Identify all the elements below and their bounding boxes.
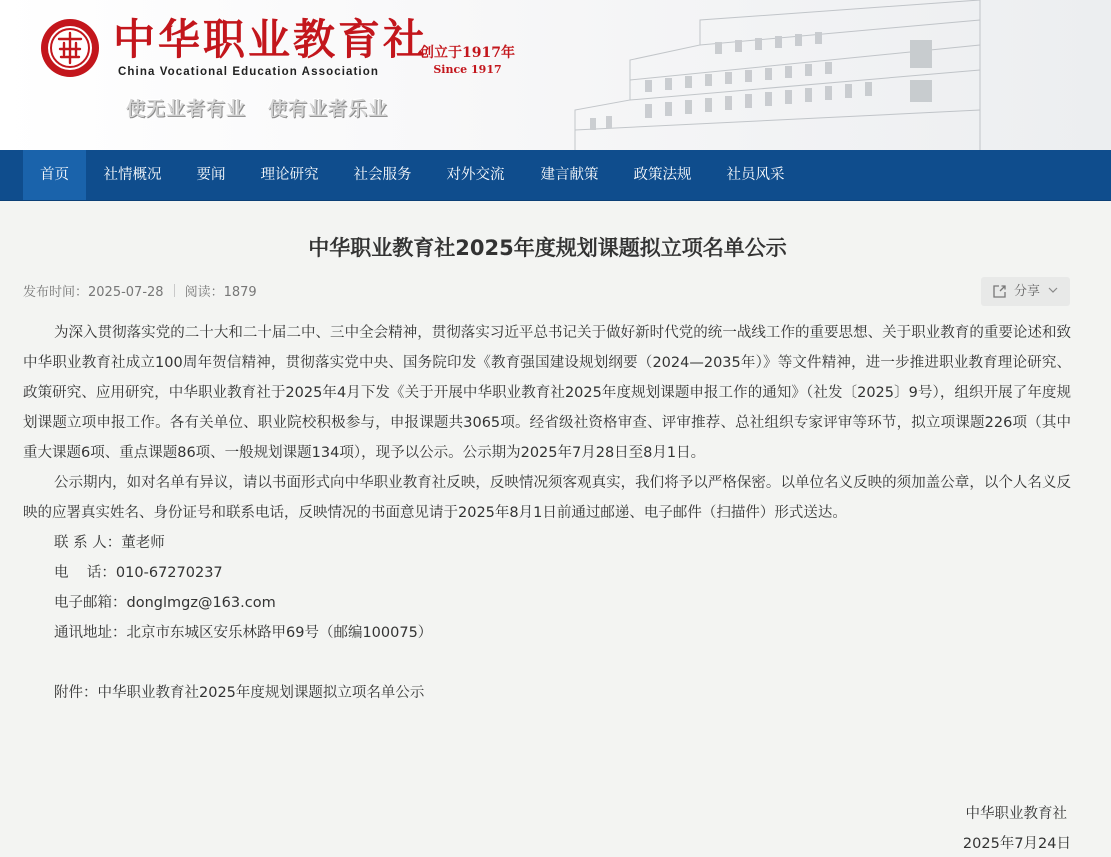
site-name-cn: 中华职业教育社: [113, 15, 429, 64]
founded-badge: [420, 44, 515, 78]
publish-label: 发布时间：: [23, 285, 89, 300]
share-button[interactable]: [981, 277, 1070, 306]
meta-divider: [174, 284, 175, 297]
site-header: [0, 0, 1111, 150]
article-meta: [23, 284, 257, 302]
seal-logo: [39, 17, 101, 79]
paragraph-1: 为深入贯彻落实党的二十大和二十届二中、三中全会精神，贯彻落实习近平总书记关于做好新时代党的统一战线工作的重要思想、关于职业教育的重要论述和致中华职业教育社成立100周年贺信精神，贯彻落实党中央、国务院印发《教育强国建设规划纲要（2024—2035年）》等文件精神，进一步推进职业教育理论研究、政策研究、应用研究，中华职业教育社于2025年4月下发《关于开展中华职业教育社2025年度规划课题申报工作的通知》（社发〔2025〕9号），组织开展了年度规划课题立项申报工作。各有关单位、职业院校积极参与，申报课题共3065项。经省级社资格审查、评审推荐、总社组织专家评审等环节，拟立项课题226项（其中重大课题6项、重点课题86项、一般规划课题134项），现予以公示。公示期为2025年7月28日至8月1日。: [23, 325, 1071, 461]
paragraph-2: 公示期内，如对名单有异议，请以书面形式向中华职业教育社反映，反映情况须客观真实，我们将予以严格保密。以单位名义反映的须加盖公章，以个人名义反映的应署真实姓名、身份证号和联系电话，反映情况的书面意见请于2025年8月1日前通过邮递、电子邮件（扫描件）形式送达。: [23, 475, 1071, 521]
nav-item-news[interactable]: 要闻: [196, 167, 226, 183]
share-icon: [992, 284, 1007, 299]
slogan-part-2: 使有业者乐业: [268, 98, 389, 120]
chevron-down-icon: [1048, 287, 1058, 294]
founded-cn: 创立于1917年: [420, 45, 515, 61]
spacer: [23, 648, 1071, 678]
contact-email[interactable]: 电子邮箱：donglmgz@163.com: [54, 595, 276, 611]
publish-date: 2025-07-28: [88, 285, 164, 300]
article-title: 中华职业教育社2025年度规划课题拟立项名单公示: [308, 236, 787, 260]
view-count: 1879: [223, 285, 257, 300]
nav-item-members[interactable]: 社员风采: [726, 167, 785, 183]
signature-org: 中华职业教育社: [965, 806, 1067, 822]
share-label: 分享: [1014, 284, 1041, 299]
nav-item-theory[interactable]: 理论研究: [260, 167, 319, 183]
slogan: [126, 94, 388, 121]
signature-date: 2025年7月24日: [962, 836, 1071, 852]
slogan-part-1: 使无业者有业: [126, 98, 247, 120]
views-label: 阅读：: [184, 285, 224, 300]
nav-item-advice[interactable]: 建言献策: [540, 167, 599, 183]
building-illustration: [570, 0, 990, 150]
site-name-en: China Vocational Education Association: [118, 66, 379, 78]
nav-item-policy[interactable]: 政策法规: [633, 167, 692, 183]
article-body: [23, 318, 1071, 708]
founded-en: Since 1917: [433, 63, 502, 76]
contact-phone: 电 话：010-67270237: [54, 565, 223, 581]
nav-item-overview[interactable]: 社情概况: [103, 167, 162, 183]
contact-address: 通讯地址：北京市东城区安乐林路甲69号（邮编100075）: [54, 625, 433, 641]
attachment-link[interactable]: 附件：中华职业教育社2025年度规划课题拟立项名单公示: [54, 685, 425, 701]
main-nav: [0, 150, 1111, 201]
nav-item-exchange[interactable]: 对外交流: [446, 167, 505, 183]
nav-item-social-service[interactable]: 社会服务: [353, 167, 412, 183]
nav-item-home[interactable]: 首页: [23, 150, 86, 200]
contact-person: 联 系 人：董老师: [54, 535, 165, 551]
